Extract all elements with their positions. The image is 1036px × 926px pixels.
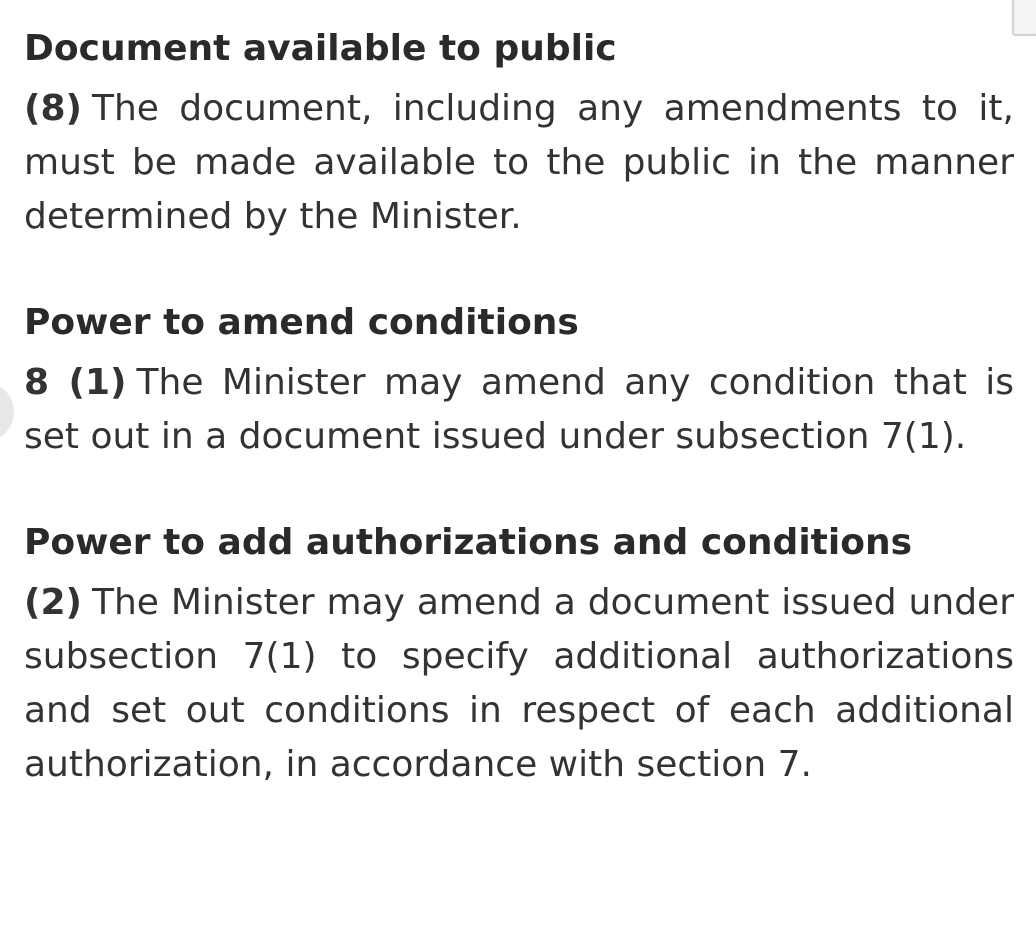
section-heading: Power to add authorizations and conditions: [24, 522, 912, 563]
section-heading: Document available to public: [24, 28, 617, 69]
section-number: (2): [24, 582, 82, 623]
section-text: The Minister may amend a document issued under subsection 7(1) to specify additional authorizations and set out conditions in respect of each additional authorization, in accordance with section 7.: [24, 582, 1014, 785]
section-paragraph: [24, 82, 1014, 244]
section-text: The Minister may amend any condition that is set out in a document issued under subsection 7(1).: [24, 362, 1014, 457]
scroll-indicator: [1012, 0, 1036, 36]
section-paragraph: [24, 356, 1014, 464]
section-number: 8 (1): [24, 362, 127, 403]
section-paragraph: [24, 576, 1014, 792]
scroll-edge-handle: [0, 382, 14, 442]
section-text: The document, including any amendments to it, must be made available to the public in the manner determined by the Minister.: [24, 88, 1014, 237]
section-heading: Power to amend conditions: [24, 302, 579, 343]
document-body: [24, 22, 1014, 792]
section-number: (8): [24, 88, 82, 129]
